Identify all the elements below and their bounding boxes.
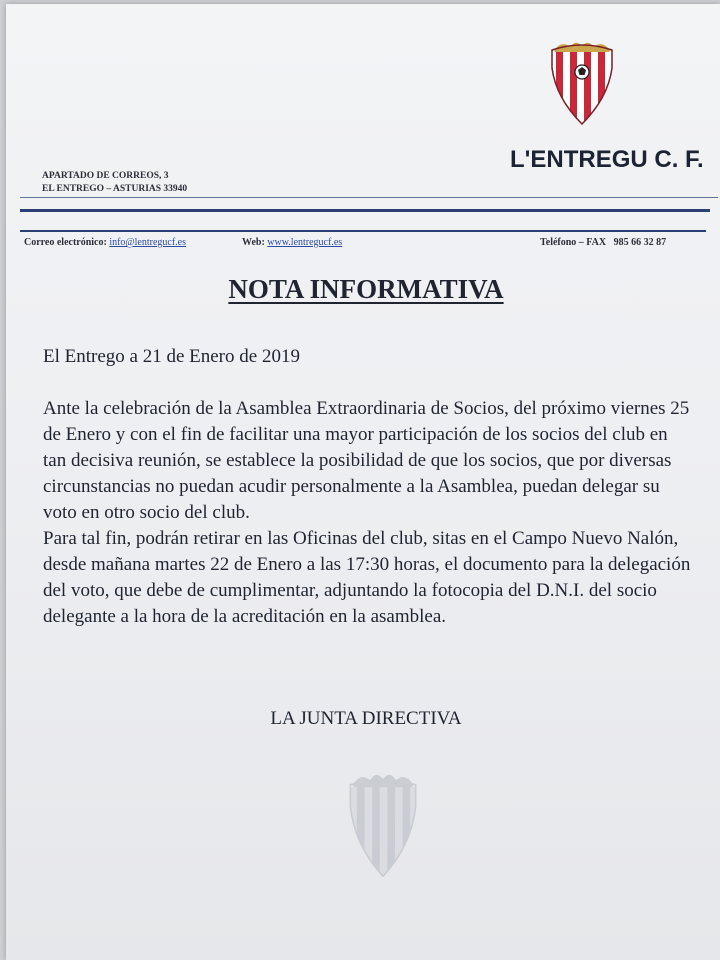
date-line: El Entrego a 21 de Enero de 2019: [43, 346, 300, 367]
postal-address: [42, 170, 187, 196]
web-link[interactable]: www.lentregucf.es: [267, 237, 343, 248]
email-contact: [24, 237, 186, 248]
paragraph-1: Ante la celebración de la Asamblea Extraordinaria de Socios, del próximo viernes 25 de Enero y con el fin de facilitar una mayor participación de los socios del club en tan decisiva reunión, se establece la posibilidad de que los socios, que por diversas circunstancias no puedan acudir personalmente a la Asamblea, puedan delegar su voto en otro socio del club.: [43, 398, 690, 523]
email-link[interactable]: info@lentregucf.es: [109, 237, 187, 248]
address-line-2: EL ENTREGO – ASTURIAS 33940: [42, 184, 188, 194]
letter-sheet: [6, 4, 720, 960]
header-divider-thin: [20, 197, 718, 198]
club-crest-icon: [548, 38, 616, 126]
web-label: Web:: [242, 237, 265, 248]
phone-label: Teléfono – FAX: [540, 237, 607, 248]
phone-number: 985 66 32 87: [613, 237, 667, 248]
address-line-1: APARTADO DE CORREOS, 3: [42, 171, 169, 181]
club-name: L'ENTREGU C. F.: [510, 146, 704, 173]
header-divider-lower: [20, 230, 706, 232]
email-label: Correo electrónico:: [24, 237, 107, 248]
document-title: [6, 274, 720, 305]
body-text: [43, 396, 693, 630]
crest-watermark-icon: [346, 766, 420, 882]
phone-contact: [540, 237, 666, 248]
signature: LA JUNTA DIRECTIVA: [270, 708, 462, 729]
web-contact: [242, 237, 342, 248]
paragraph-2: Para tal fin, podrán retirar en las Oficinas del club, sitas en el Campo Nuevo Nalón, desde mañana martes 22 de Enero a las 17:30 horas, el documento para la delegación del voto, que debe de cumplimentar, adjuntando la fotocopia del D.N.I. del socio delegante a la hora de la acreditación en la asamblea.: [43, 528, 691, 627]
document-title-text: NOTA INFORMATIVA: [228, 274, 504, 304]
header-divider-thick: [20, 209, 710, 212]
